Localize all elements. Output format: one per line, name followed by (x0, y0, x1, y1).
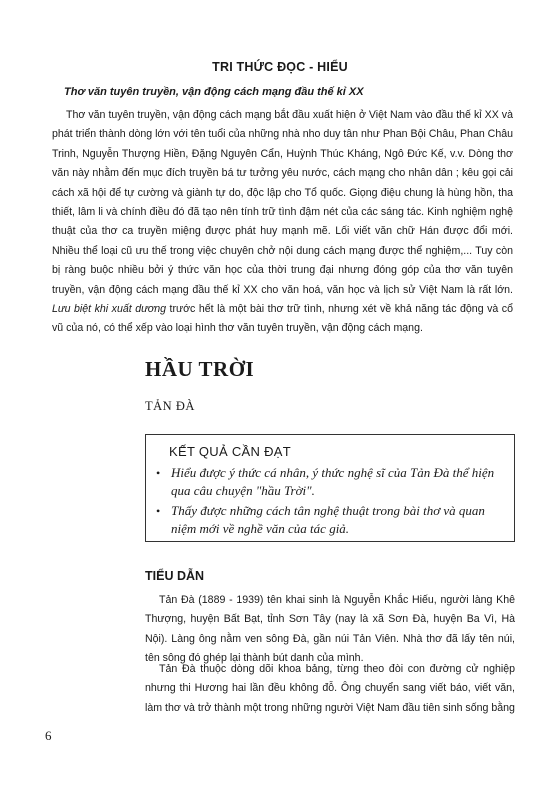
learning-goals-box (145, 434, 515, 542)
bio-paragraph: Tản Đà (1889 - 1939) tên khai sinh là Nguyễn Khắc Hiếu, người làng Khê Thượng, huyện Bất Bạt, tỉnh Sơn Tây (nay là xã Sơn Đà, huyện Ba Vì, Hà Nội). Làng ông nằm ven sông Đà, gần núi Tản Viên. Nhà thơ đã lấy tên núi, tên sông đó ghép lại thành bút danh của mình. (145, 594, 515, 665)
learning-goal-text: Hiểu được ý thức cá nhân, ý thức nghệ sĩ của Tản Đà thể hiện qua câu chuyện "hầu Trời". (171, 465, 495, 498)
author-name: TẢN ĐÀ (145, 399, 195, 413)
bullet-icon: • (156, 504, 161, 518)
learning-goal-item (156, 464, 501, 500)
sub-heading: Thơ văn tuyên truyền, vận động cách mạng đầu thế kỉ XX (64, 86, 364, 98)
intro-text-after: trước hết là một bài thơ trữ tình, nhưng xét về khả năng tác động và cổ vũ của nó, có thể xếp vào loại hình thơ văn tuyên truyền, vận động cách mạng. (52, 303, 513, 335)
tieu-dan-heading: TIỂU DẪN (145, 569, 205, 583)
learning-goal-item (156, 502, 501, 538)
bullet-icon: • (156, 466, 161, 480)
learning-goal-text: Thấy được những cách tân nghệ thuật trong bài thơ và quan niệm mới về nghề văn của tác giả. (171, 503, 485, 536)
page-number: 6 (45, 728, 52, 743)
intro-paragraph (52, 106, 513, 339)
poem-title-italic: Lưu biệt khi xuất dương (52, 303, 166, 316)
intro-text-before: Thơ văn tuyên truyền, vận động cách mạng bắt đầu xuất hiện ở Việt Nam vào đầu thế kỉ XX và phát triển thành dòng lớn với tên tuổi của những nhà nho duy tân như Phan Bội Châu, Phan Châu Trinh, Nguyễn Thượng Hiền, Đặng Nguyên Cẩn, Huỳnh Thúc Kháng, Ngô Đức Kế, v.v. Dòng thơ văn này nhằm đến mục đích truyền bá tư tưởng yêu nước, cách mạng cho nhân dân ; kêu gọi cải cách xã hội để tự cường và giành tự do, độc lập cho Tổ quốc. Giọng điệu chung là hùng hồn, tha thiết, lâm li và chính điều đó đã tạo nên tính trữ tình đậm nét của các sáng tác. Kinh nghiệm nghệ thuật của thơ ca truyền miệng được phát huy mạnh mẽ. Lối viết văn chữ Hán được đổi mới. Nhiều thể loại cũ ưu thế trong việc chuyên chở nội dung cách mạng được thể nghiệm,... Tuy còn bị ràng buộc nhiều bởi ý thức văn học của thời trung đại nhưng đóng góp của thơ văn tuyên truyền, vận động cách mạng đầu thế kỉ XX cho văn hoá, văn học và lịch sử Việt Nam là rất lớn. (52, 109, 513, 296)
learning-goals-title: KẾT QUẢ CẦN ĐẠT (169, 444, 292, 459)
work-title: HẦU TRỜI (145, 357, 255, 381)
section-title: TRI THỨC ĐỌC - HIỂU (212, 60, 348, 74)
bio-paragraph: Tản Đà thuộc dòng dõi khoa bảng, từng theo đòi con đường cử nghiệp nhưng thi Hương hai lần đều không đỗ. Ông chuyển sang viết báo, viết văn, làm thơ và trở thành một trong những người Việt Nam đầu tiên sinh sống bằng (145, 663, 515, 714)
